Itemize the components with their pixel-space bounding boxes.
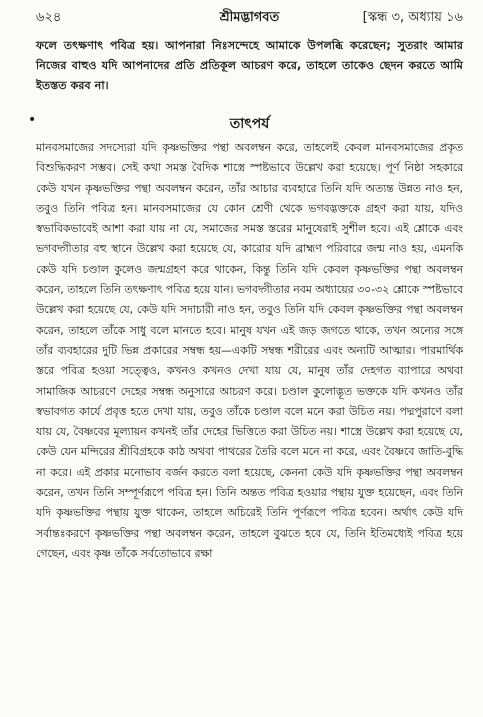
page-number: ৬২৪ <box>36 10 62 25</box>
book-title: শ্রীমদ্ভাগবত <box>219 10 280 25</box>
purport-heading-row <box>28 100 463 138</box>
translation-paragraph: ফলে তৎক্ষণাৎ পবিত্র হয়। আপনারা নিঃসন্দেহে আমাকে উপলব্ধি করেছেন; সুতরাং আমার নিজের বাহুও যদি আপনাদের প্রতি প্রতিকূল আচরণ করে, তাহলে তাকেও ছেদন করতে আমি ইতস্তত করব না। <box>36 39 463 92</box>
section-reference: [স্কন্ধ ৩, অধ্যায় ১৬ <box>362 10 463 25</box>
page-header <box>36 0 463 36</box>
purport-paragraph: মানবসমাজের সদস্যেরা যদি কৃষ্ণভক্তির পন্থা অবলম্বন করে, তাহলেই কেবল মানবসমাজের প্রকৃত বিশুদ্ধিকরণ সম্ভব। সেই কথা সমস্ত বৈদিক শাস্ত্রে স্পষ্টভাবে উল্লেখ করা হয়েছে। পূর্ণ নিষ্ঠা সহকারে কেউ যখন কৃষ্ণভক্তির পন্থা অবলম্বন করেন, তাঁর আচার ব্যবহারে তিনি যদি অত্যন্ত উন্নত নাও হন, তবুও তিনি পবিত্র হন। মানবসমাজের যে কোন শ্রেণী থেকে ভগবদ্ভক্তকে গ্রহণ করা যায়, যদিও স্বভাবিকভাবেই আশা করা যায় না যে, সমাজের সমস্ত স্তরের মানুষেরাই সুশীল হবে। এই শ্লোকে এবং ভগবদ্গীতার বহু স্থানে উল্লেখ করা হয়েছে যে, কারোর যদি ব্রাহ্মণ পরিবারে জন্ম নাও হয়, এমনকি কেউ যদি চণ্ডাল কুলেও জন্মগ্রহণ করে থাকেন, কিন্তু তিনি যদি কেবল কৃষ্ণভক্তির পন্থা অবলম্বন করেন, তাহলে তিনি তৎক্ষণাৎ পবিত্র হয়ে যান। ভগবদ্গীতার নবম অধ্যায়ের ৩০-৩২ শ্লোকে স্পষ্টভাবে উল্লেখ করা হয়েছে যে, কেউ যদি সদাচারী নাও হন, তবুও তিনি যদি কেবল কৃষ্ণভক্তির পন্থা অবলম্বন করেন, তাহলে তাঁকে সাধু বলে মানতে হবে। মানুষ যখন এই জড় জগতে থাকে, তখন অন্যের সঙ্গে তাঁর ব্যবহারের দুটি ভিন্ন প্রকারের সম্বন্ধ হয়—একটি সম্বন্ধ শরীরের এবং অন্যটি আত্মার। পারমার্থিক স্তরে পবিত্র হওয়া সত্ত্বেও, কখনও কখনও দেখা যায় যে, মানুষ তাঁর দেহগত ব্যাপারে অথবা সামাজিক আচরণে দেহের সম্বন্ধ অনুসারে আচরণ করে। চণ্ডাল কুলোদ্ভূত ভক্তকে যদি কখনও তাঁর স্বভাবগত কার্যে প্রবৃত্ত হতে দেখা যায়, তবুও তাঁকে চণ্ডাল বলে মনে করা উচিত নয়। পদ্মপুরাণে বলা যায় যে, বৈষ্ণবের মূল্যায়ন কখনই তাঁর দেহের ভিত্তিতে করা উচিত নয়। শাস্ত্রে উল্লেখ করা হয়েছে যে, কেউ যেন মন্দিরের শ্রীবিগ্রহকে কাঠ অথবা পাথরের তৈরি বলে মনে না করে, এবং বৈষ্ণবে জাতি-বুদ্ধি না করে। এই প্রকার মনোভাব বর্জন করতে বলা হয়েছে, কেননা কেউ যদি কৃষ্ণভক্তির পন্থা অবলম্বন করেন, তখন তিনি সম্পূর্ণরূপে পবিত্র হন। তিনি অন্তত পবিত্র হওয়ার পন্থায় যুক্ত হয়েছেন, এবং তিনি যদি কৃষ্ণভক্তির পন্থায় যুক্ত থাকেন, তাহলে অচিরেই তিনি পূর্ণরূপে পবিত্র হবেন। অর্থাৎ কেউ যদি সর্বান্তঃকরণে কৃষ্ণভক্তির পন্থা অবলম্বন করেন, তাহলে বুঝতে হবে যে, তিনি ইতিমধ্যেই পবিত্র হয়ে গেছেন, এবং কৃষ্ণ তাঁকে সর্বতোভাবে রক্ষা <box>36 141 463 560</box>
margin-mark: • <box>28 112 37 128</box>
purport-heading: তাৎপর্য <box>229 116 270 132</box>
